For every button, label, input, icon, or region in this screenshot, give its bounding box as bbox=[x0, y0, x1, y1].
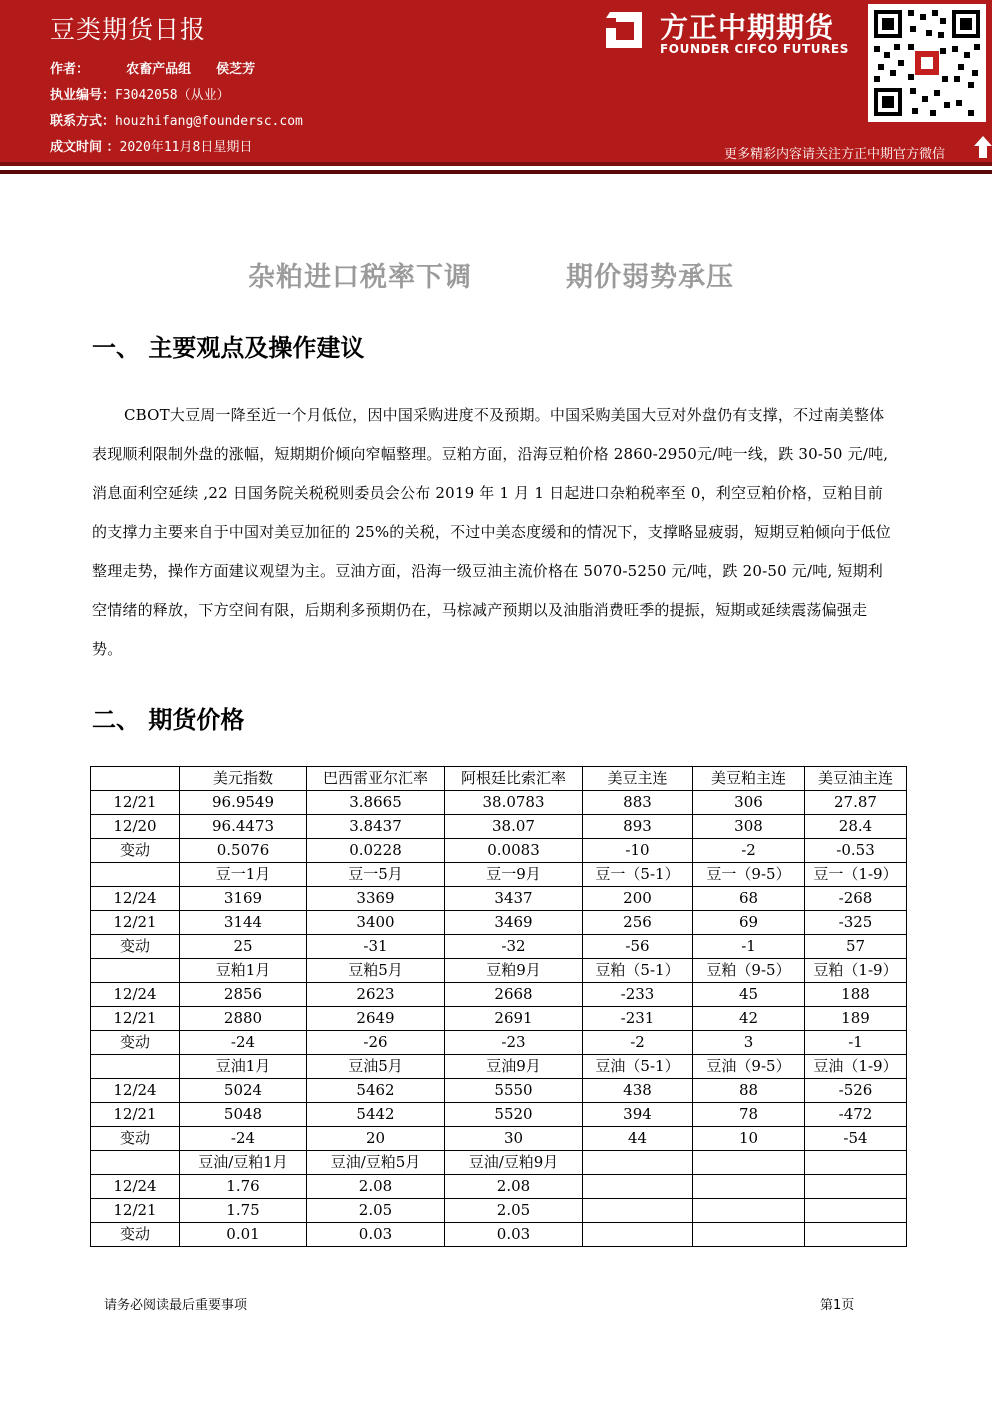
table-cell: 2856 bbox=[180, 983, 307, 1007]
table-cell: 豆粕（5-1） bbox=[583, 959, 693, 983]
table-row bbox=[91, 935, 907, 959]
table-cell: 豆一（9-5） bbox=[693, 863, 805, 887]
table-cell: 306 bbox=[693, 791, 805, 815]
table-cell: 256 bbox=[583, 911, 693, 935]
table-cell: 25 bbox=[180, 935, 307, 959]
table-cell: 88 bbox=[693, 1079, 805, 1103]
table-row bbox=[91, 839, 907, 863]
author-group: 农畜产品组 bbox=[126, 62, 192, 77]
table-cell: 2623 bbox=[307, 983, 445, 1007]
date-value: 2020年11月8日星期日 bbox=[119, 140, 253, 155]
table-cell: 2880 bbox=[180, 1007, 307, 1031]
headline-left: 杂粕进口税率下调 bbox=[248, 262, 472, 293]
table-row bbox=[91, 1175, 907, 1199]
table-row bbox=[91, 815, 907, 839]
table-cell: 438 bbox=[583, 1079, 693, 1103]
table-row bbox=[91, 1199, 907, 1223]
author-label: 作者： bbox=[50, 62, 90, 77]
table-cell: 豆油1月 bbox=[180, 1055, 307, 1079]
table-cell bbox=[583, 1175, 693, 1199]
table-cell: 豆一1月 bbox=[180, 863, 307, 887]
table-cell: -1 bbox=[693, 935, 805, 959]
table-row-label: 12/24 bbox=[91, 983, 180, 1007]
table-cell: 豆油/豆粕9月 bbox=[445, 1151, 583, 1175]
table-cell: 1.75 bbox=[180, 1199, 307, 1223]
table-row bbox=[91, 791, 907, 815]
table-cell: 豆粕5月 bbox=[307, 959, 445, 983]
table-row-label bbox=[91, 863, 180, 887]
table-cell: -1 bbox=[805, 1031, 907, 1055]
table-row bbox=[91, 1079, 907, 1103]
table-cell bbox=[805, 1199, 907, 1223]
table-cell: -24 bbox=[180, 1031, 307, 1055]
table-row bbox=[91, 767, 907, 791]
table-cell: 2649 bbox=[307, 1007, 445, 1031]
brand-name-en: FOUNDER CIFCO FUTURES bbox=[660, 42, 849, 56]
table-cell: 45 bbox=[693, 983, 805, 1007]
table-row-label: 12/24 bbox=[91, 887, 180, 911]
table-cell: -54 bbox=[805, 1127, 907, 1151]
contact-line bbox=[50, 110, 303, 129]
table-cell: 28.4 bbox=[805, 815, 907, 839]
table-cell: 200 bbox=[583, 887, 693, 911]
table-cell bbox=[583, 1199, 693, 1223]
table-cell: 2.05 bbox=[307, 1199, 445, 1223]
up-arrow-icon bbox=[974, 136, 992, 146]
table-cell: 38.07 bbox=[445, 815, 583, 839]
table-row-label bbox=[91, 767, 180, 791]
table-cell: -2 bbox=[693, 839, 805, 863]
table-cell: 0.03 bbox=[307, 1223, 445, 1247]
table-cell bbox=[693, 1199, 805, 1223]
table-row-label: 变动 bbox=[91, 839, 180, 863]
table-cell bbox=[693, 1151, 805, 1175]
contact-email[interactable]: houzhifang@foundersc.com bbox=[115, 114, 303, 129]
brand-name-cn: 方正中期期货 bbox=[660, 11, 835, 44]
table-row bbox=[91, 887, 907, 911]
table-cell: 883 bbox=[583, 791, 693, 815]
table-row bbox=[91, 1031, 907, 1055]
table-cell: 0.5076 bbox=[180, 839, 307, 863]
page-number: 第1页 bbox=[820, 1298, 855, 1313]
table-cell: 3.8665 bbox=[307, 791, 445, 815]
table-row bbox=[91, 983, 907, 1007]
up-arrow-icon-stem bbox=[979, 146, 987, 158]
header-divider-dark bbox=[0, 170, 992, 174]
table-cell: 3 bbox=[693, 1031, 805, 1055]
table-row bbox=[91, 1127, 907, 1151]
section-title-futures-prices: 二、 期货价格 bbox=[92, 706, 245, 734]
table-row-label: 12/24 bbox=[91, 1079, 180, 1103]
main-views-paragraph: CBOT大豆周一降至近一个月低位，因中国采购进度不及预期。中国采购美国大豆对外盘仍有支撑，不过南美整体表现顺利限制外盘的涨幅，短期期价倾向窄幅整理。豆粕方面，沿海豆粕价格 2860-2950元/吨一线，跌 30-50 元/吨,消息面利空延续 ,22 日国务院关税税则委员会公布 2019 年 1 月 1 日起进口杂粕税率至 0，利空豆粕价格，豆粕目前的支撑力主要来自于中国对美豆加征的 25%的关税，不过中美态度缓和的情况下，支撑略显疲弱，短期豆粕倾向于低位整理走势，操作方面建议观望为主。豆油方面，沿海一级豆油主流价格在 5070-5250 元/吨，跌 20-50 元/吨, 短期利空情绪的释放，下方空间有限，后期利多预期仍在，马棕减产预期以及油脂消费旺季的提振，短期或延续震荡偏强走势。 bbox=[92, 406, 891, 658]
table-row-label: 变动 bbox=[91, 1031, 180, 1055]
table-cell bbox=[805, 1175, 907, 1199]
table-row-label: 12/20 bbox=[91, 815, 180, 839]
table-cell: 豆油/豆粕5月 bbox=[307, 1151, 445, 1175]
table-row bbox=[91, 1103, 907, 1127]
table-row bbox=[91, 863, 907, 887]
table-cell: 3437 bbox=[445, 887, 583, 911]
table-cell bbox=[583, 1151, 693, 1175]
table-cell: 96.9549 bbox=[180, 791, 307, 815]
table-cell: 5024 bbox=[180, 1079, 307, 1103]
table-cell: 308 bbox=[693, 815, 805, 839]
table-row bbox=[91, 959, 907, 983]
table-cell: 5442 bbox=[307, 1103, 445, 1127]
table-row-label: 12/24 bbox=[91, 1175, 180, 1199]
footer-disclaimer-note: 请务必阅读最后重要事项 bbox=[104, 1298, 248, 1313]
table-cell: 2691 bbox=[445, 1007, 583, 1031]
table-cell: -32 bbox=[445, 935, 583, 959]
table-row-label bbox=[91, 1151, 180, 1175]
table-cell: 豆油（5-1） bbox=[583, 1055, 693, 1079]
table-cell bbox=[805, 1151, 907, 1175]
table-row bbox=[91, 1007, 907, 1031]
table-cell: 3169 bbox=[180, 887, 307, 911]
table-row-label: 12/21 bbox=[91, 1007, 180, 1031]
table-row-label bbox=[91, 1055, 180, 1079]
table-cell: 10 bbox=[693, 1127, 805, 1151]
table-cell: 69 bbox=[693, 911, 805, 935]
date-line bbox=[50, 136, 252, 155]
table-cell: 豆一（1-9） bbox=[805, 863, 907, 887]
table-cell: 96.4473 bbox=[180, 815, 307, 839]
table-cell: 巴西雷亚尔汇率 bbox=[307, 767, 445, 791]
license-line bbox=[50, 84, 230, 103]
table-cell: 豆粕1月 bbox=[180, 959, 307, 983]
table-cell: -24 bbox=[180, 1127, 307, 1151]
table-cell: 68 bbox=[693, 887, 805, 911]
table-row-label: 12/21 bbox=[91, 1199, 180, 1223]
table-cell: 78 bbox=[693, 1103, 805, 1127]
license-value: F3042058（从业） bbox=[115, 88, 230, 103]
table-cell: -325 bbox=[805, 911, 907, 935]
table-cell: -10 bbox=[583, 839, 693, 863]
table-cell bbox=[693, 1223, 805, 1247]
date-label: 成文时间 ： bbox=[50, 140, 120, 155]
table-cell: -526 bbox=[805, 1079, 907, 1103]
table-cell: 2.08 bbox=[445, 1175, 583, 1199]
table-row bbox=[91, 1055, 907, 1079]
author-line bbox=[50, 58, 255, 77]
table-cell: 2.08 bbox=[307, 1175, 445, 1199]
table-cell: -2 bbox=[583, 1031, 693, 1055]
table-cell: -0.53 bbox=[805, 839, 907, 863]
table-cell: 豆粕（9-5） bbox=[693, 959, 805, 983]
table-cell: 豆一（5-1） bbox=[583, 863, 693, 887]
table-row bbox=[91, 911, 907, 935]
table-cell: 394 bbox=[583, 1103, 693, 1127]
table-cell: 美豆主连 bbox=[583, 767, 693, 791]
table-cell: 豆油（9-5） bbox=[693, 1055, 805, 1079]
table-cell: 豆一9月 bbox=[445, 863, 583, 887]
table-cell: -26 bbox=[307, 1031, 445, 1055]
table-cell bbox=[805, 1223, 907, 1247]
table-row-label: 12/21 bbox=[91, 911, 180, 935]
table-cell: 30 bbox=[445, 1127, 583, 1151]
table-cell: -231 bbox=[583, 1007, 693, 1031]
table-cell: 3.8437 bbox=[307, 815, 445, 839]
table-cell: 美元指数 bbox=[180, 767, 307, 791]
table-cell: 3369 bbox=[307, 887, 445, 911]
table-cell: -56 bbox=[583, 935, 693, 959]
table-cell bbox=[693, 1175, 805, 1199]
table-cell: 豆油5月 bbox=[307, 1055, 445, 1079]
table-cell: 0.03 bbox=[445, 1223, 583, 1247]
table-row-label: 变动 bbox=[91, 1127, 180, 1151]
table-row bbox=[91, 1151, 907, 1175]
table-cell: 3144 bbox=[180, 911, 307, 935]
table-row-label bbox=[91, 959, 180, 983]
author-name: 侯芝芳 bbox=[216, 62, 256, 77]
table-cell: 阿根廷比索汇率 bbox=[445, 767, 583, 791]
table-cell: 44 bbox=[583, 1127, 693, 1151]
table-cell: 27.87 bbox=[805, 791, 907, 815]
table-cell: 38.0783 bbox=[445, 791, 583, 815]
founder-logo-icon bbox=[604, 8, 644, 52]
table-row-label: 12/21 bbox=[91, 1103, 180, 1127]
table-cell: 893 bbox=[583, 815, 693, 839]
license-label: 执业编号： bbox=[50, 88, 116, 103]
table-cell: -268 bbox=[805, 887, 907, 911]
table-cell: 豆油/豆粕1月 bbox=[180, 1151, 307, 1175]
table-cell: 豆油（1-9） bbox=[805, 1055, 907, 1079]
follow-wechat-text: 更多精彩内容请关注方正中期官方微信 bbox=[724, 147, 946, 162]
table-cell: 1.76 bbox=[180, 1175, 307, 1199]
table-row-label: 变动 bbox=[91, 1223, 180, 1247]
table-cell: 2.05 bbox=[445, 1199, 583, 1223]
table-cell: 3469 bbox=[445, 911, 583, 935]
table-cell: 0.01 bbox=[180, 1223, 307, 1247]
table-cell: 0.0228 bbox=[307, 839, 445, 863]
table-cell: 188 bbox=[805, 983, 907, 1007]
table-cell: 0.0083 bbox=[445, 839, 583, 863]
table-cell: 美豆粕主连 bbox=[693, 767, 805, 791]
headline-right: 期价弱势承压 bbox=[566, 262, 734, 293]
table-row-label: 变动 bbox=[91, 935, 180, 959]
table-cell: 57 bbox=[805, 935, 907, 959]
table-cell: 豆一5月 bbox=[307, 863, 445, 887]
table-cell: 美豆油主连 bbox=[805, 767, 907, 791]
table-cell: 5520 bbox=[445, 1103, 583, 1127]
table-cell: -31 bbox=[307, 935, 445, 959]
table-cell: 20 bbox=[307, 1127, 445, 1151]
contact-label: 联系方式： bbox=[50, 114, 116, 129]
table-row bbox=[91, 1223, 907, 1247]
table-cell: 3400 bbox=[307, 911, 445, 935]
table-cell: 5048 bbox=[180, 1103, 307, 1127]
report-title: 豆类期货日报 bbox=[50, 15, 207, 44]
table-cell: 豆粕9月 bbox=[445, 959, 583, 983]
table-cell: 2668 bbox=[445, 983, 583, 1007]
table-cell: 42 bbox=[693, 1007, 805, 1031]
table-cell: 豆粕（1-9） bbox=[805, 959, 907, 983]
table-cell: -472 bbox=[805, 1103, 907, 1127]
table-cell: 5462 bbox=[307, 1079, 445, 1103]
table-cell: -23 bbox=[445, 1031, 583, 1055]
qr-code-icon[interactable] bbox=[868, 4, 986, 122]
section-title-views: 一、 主要观点及操作建议 bbox=[92, 334, 365, 362]
table-cell: -233 bbox=[583, 983, 693, 1007]
table-cell: 豆油9月 bbox=[445, 1055, 583, 1079]
header-divider bbox=[0, 162, 992, 166]
table-cell: 189 bbox=[805, 1007, 907, 1031]
table-cell bbox=[583, 1223, 693, 1247]
futures-price-table bbox=[90, 766, 907, 1247]
table-cell: 5550 bbox=[445, 1079, 583, 1103]
table-row-label: 12/21 bbox=[91, 791, 180, 815]
